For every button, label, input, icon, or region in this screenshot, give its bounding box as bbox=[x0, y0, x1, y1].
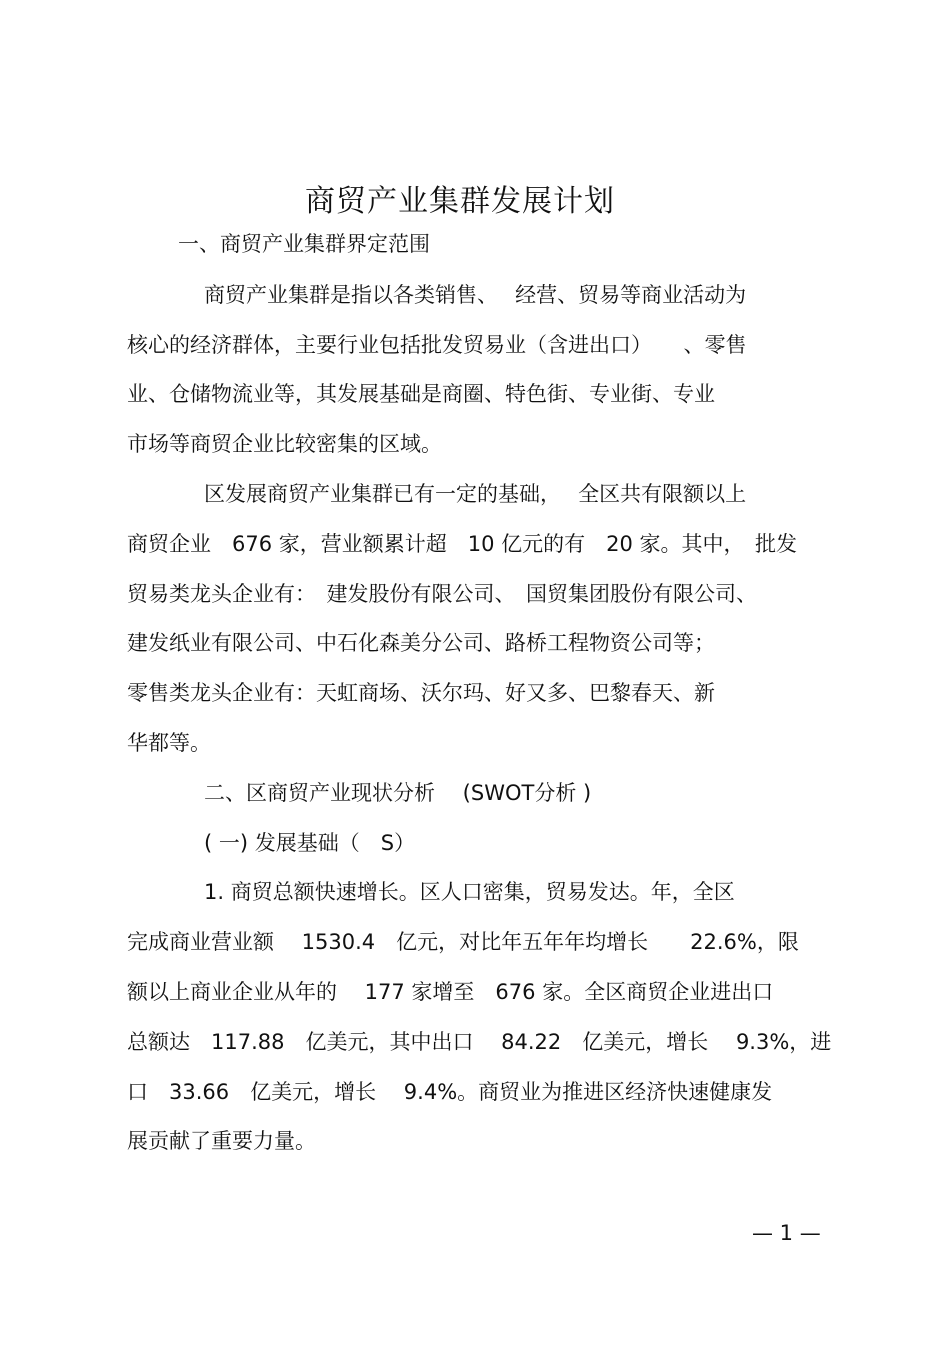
paragraph-line: 零售类龙头企业有：天虹商场、沃尔玛、好又多、巴黎春天、新 bbox=[127, 681, 715, 705]
paragraph-line: 市场等商贸企业比较密集的区域。 bbox=[127, 432, 442, 456]
paragraph-line: 商贸产业集群是指以各类销售、 经营、贸易等商业活动为 bbox=[204, 283, 747, 307]
paragraph-line: 贸易类龙头企业有： 建发股份有限公司、 国贸集团股份有限公司、 bbox=[127, 582, 757, 606]
paragraph-line: 额以上商业企业从年的 177 家增至 676 家。全区商贸企业进出口 bbox=[127, 980, 774, 1004]
section-heading-1: 一、商贸产业集群界定范围 bbox=[178, 232, 430, 256]
document-title: 商贸产业集群发展计划 bbox=[305, 184, 615, 219]
paragraph-line: 业、仓储物流业等，其发展基础是商圈、特色街、专业街、专业 bbox=[127, 382, 715, 406]
paragraph-line: 1. 商贸总额快速增长。区人口密集，贸易发达。年，全区 bbox=[204, 880, 735, 904]
paragraph-line: 华都等。 bbox=[127, 731, 211, 755]
paragraph-line: 总额达 117.88 亿美元，其中出口 84.22 亿美元，增长 9.3%，进 bbox=[127, 1030, 832, 1054]
paragraph-line: 展贡献了重要力量。 bbox=[127, 1129, 316, 1153]
subsection-heading: ( 一) 发展基础（ S） bbox=[204, 831, 416, 855]
paragraph-line: 核心的经济群体，主要行业包括批发贸易业（含进出口） 、零售 bbox=[127, 333, 747, 357]
paragraph-line: 商贸企业 676 家，营业额累计超 10 亿元的有 20 家。其中， 批发 bbox=[127, 532, 798, 556]
paragraph-line: 建发纸业有限公司、中石化森美分公司、路桥工程物资公司等； bbox=[127, 631, 715, 655]
paragraph-line: 区发展商贸产业集群已有一定的基础， 全区共有限额以上 bbox=[204, 482, 747, 506]
paragraph-line: 完成商业营业额 1530.4 亿元，对比年五年年均增长 22.6%，限 bbox=[127, 930, 799, 954]
paragraph-line: 口 33.66 亿美元，增长 9.4%。商贸业为推进区经济快速健康发 bbox=[127, 1080, 773, 1104]
section-heading-2: 二、区商贸产业现状分析 (SWOT分析 ) bbox=[204, 781, 592, 805]
page-number: — 1 — bbox=[752, 1221, 821, 1245]
